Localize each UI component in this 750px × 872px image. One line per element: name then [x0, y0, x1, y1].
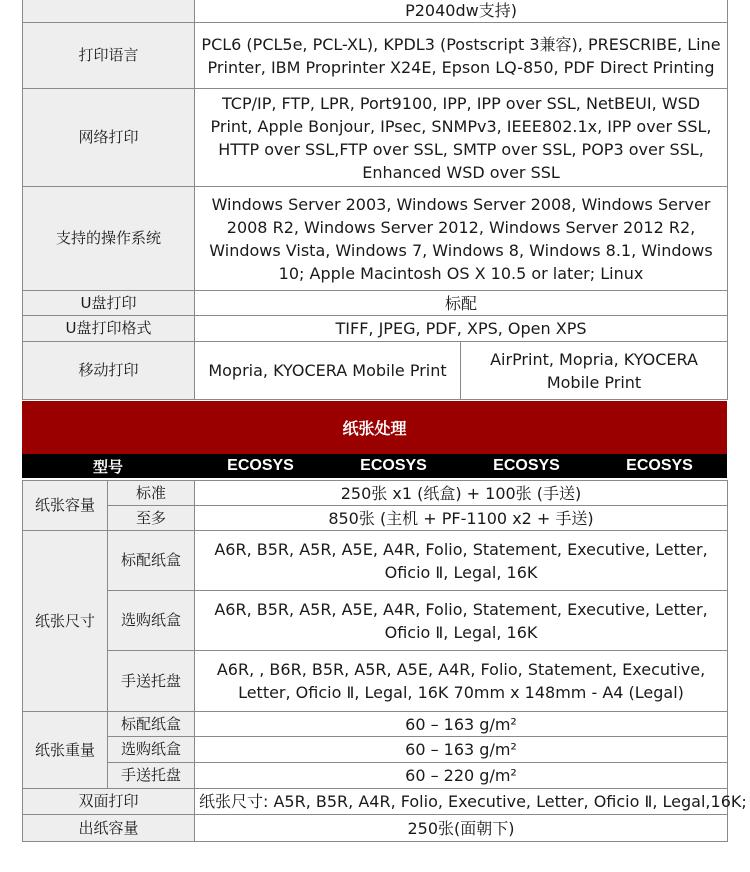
output-label: 出纸容量	[23, 815, 195, 842]
table-row	[23, 591, 728, 651]
duplex-label: 双面打印	[23, 789, 195, 815]
capacity-label: 纸张容量	[23, 481, 108, 531]
section-title-band	[22, 401, 727, 454]
row-value: 250张(面朝下)	[195, 815, 728, 842]
model-name: ECOSYS	[360, 457, 427, 474]
printing-spec-table	[22, 0, 728, 400]
table-row	[23, 187, 728, 291]
row-value: 60 – 163 g/m²	[195, 737, 728, 763]
row-label: 移动打印	[23, 342, 195, 400]
row-value: 60 – 163 g/m²	[195, 712, 728, 737]
table-row	[23, 342, 728, 400]
sub-label: 标配纸盒	[108, 712, 195, 737]
table-row	[23, 506, 728, 531]
table-row	[23, 23, 728, 89]
row-value: 250张 x1 (纸盒) + 100张 (手送)	[195, 481, 728, 506]
table-row	[23, 789, 728, 815]
row-value: 60 – 220 g/m²	[195, 763, 728, 789]
row-value: 标配	[195, 291, 728, 316]
row-value: P2040dw支持)	[195, 0, 728, 23]
row-label: U盘打印	[23, 291, 195, 316]
table-row	[23, 0, 728, 23]
row-value: A6R, B5R, A5R, A5E, A4R, Folio, Statement, Executive, Letter, Oficio Ⅱ, Legal, 16K	[195, 591, 728, 651]
model-header-bar	[22, 454, 727, 478]
sub-label: 至多	[108, 506, 195, 531]
row-value: A6R, , B6R, B5R, A5R, A5E, A4R, Folio, Statement, Executive, Letter, Oficio Ⅱ, Legal, 16K 70mm x 148mm - A4 (Legal)	[195, 651, 728, 712]
table-row	[23, 763, 728, 789]
row-value: PCL6 (PCL5e, PCL-XL), KPDL3 (Postscript 3兼容), PRESCRIBE, Line Printer, IBM Proprinter X24E, Epson LQ-850, PDF Direct Printing	[195, 23, 728, 89]
sub-label: 标准	[108, 481, 195, 506]
sub-label: 手送托盘	[108, 651, 195, 712]
table-row	[23, 531, 728, 591]
row-value: 850张 (主机 + PF-1100 x2 + 手送)	[195, 506, 728, 531]
sub-label: 选购纸盒	[108, 737, 195, 763]
row-value: A6R, B5R, A5R, A5E, A4R, Folio, Statement, Executive, Letter, Oficio Ⅱ, Legal, 16K	[195, 531, 728, 591]
row-value: TCP/IP, FTP, LPR, Port9100, IPP, IPP over SSL, NetBEUI, WSD Print, Apple Bonjour, IPsec, SNMPv3, IEEE802.1x, IPP over SSL, HTTP over SSL,FTP over SSL, SMTP over SSL, POP3 over SSL, Enhanced WSD over SSL	[195, 89, 728, 187]
row-value-left: Mopria, KYOCERA Mobile Print	[195, 342, 461, 400]
row-value-right: AirPrint, Mopria, KYOCERA Mobile Print	[461, 342, 728, 400]
row-label: U盘打印格式	[23, 316, 195, 342]
model-name: ECOSYS	[493, 457, 560, 474]
model-name: ECOSYS	[626, 457, 693, 474]
row-label: 支持的操作系统	[23, 187, 195, 291]
table-row	[23, 291, 728, 316]
table-row	[23, 316, 728, 342]
row-value: TIFF, JPEG, PDF, XPS, Open XPS	[195, 316, 728, 342]
sub-label: 标配纸盒	[108, 531, 195, 591]
row-label	[23, 0, 195, 23]
model-label: 型号	[92, 457, 123, 476]
sub-label: 手送托盘	[108, 763, 195, 789]
table-row	[23, 651, 728, 712]
row-value: 纸张尺寸: A5R, B5R, A4R, Folio, Executive, Letter, Oficio Ⅱ, Legal,16K;	[195, 789, 728, 815]
sub-label: 选购纸盒	[108, 591, 195, 651]
row-value: Windows Server 2003, Windows Server 2008, Windows Server 2008 R2, Windows Server 2012, Windows Server 2012 R2, Windows Vista, Windows 7, Windows 8, Windows 8.1, Windows 10; Apple Macintosh OS X 10.5 or later; Linux	[195, 187, 728, 291]
row-label: 打印语言	[23, 23, 195, 89]
section-title: 纸张处理	[342, 419, 407, 438]
model-name: ECOSYS	[227, 457, 294, 474]
size-label: 纸张尺寸	[23, 531, 108, 712]
table-row	[23, 737, 728, 763]
weight-label: 纸张重量	[23, 712, 108, 789]
table-row	[23, 481, 728, 506]
row-label: 网络打印	[23, 89, 195, 187]
table-row	[23, 89, 728, 187]
table-row	[23, 815, 728, 842]
table-row	[23, 712, 728, 737]
paper-handling-table	[22, 480, 747, 842]
